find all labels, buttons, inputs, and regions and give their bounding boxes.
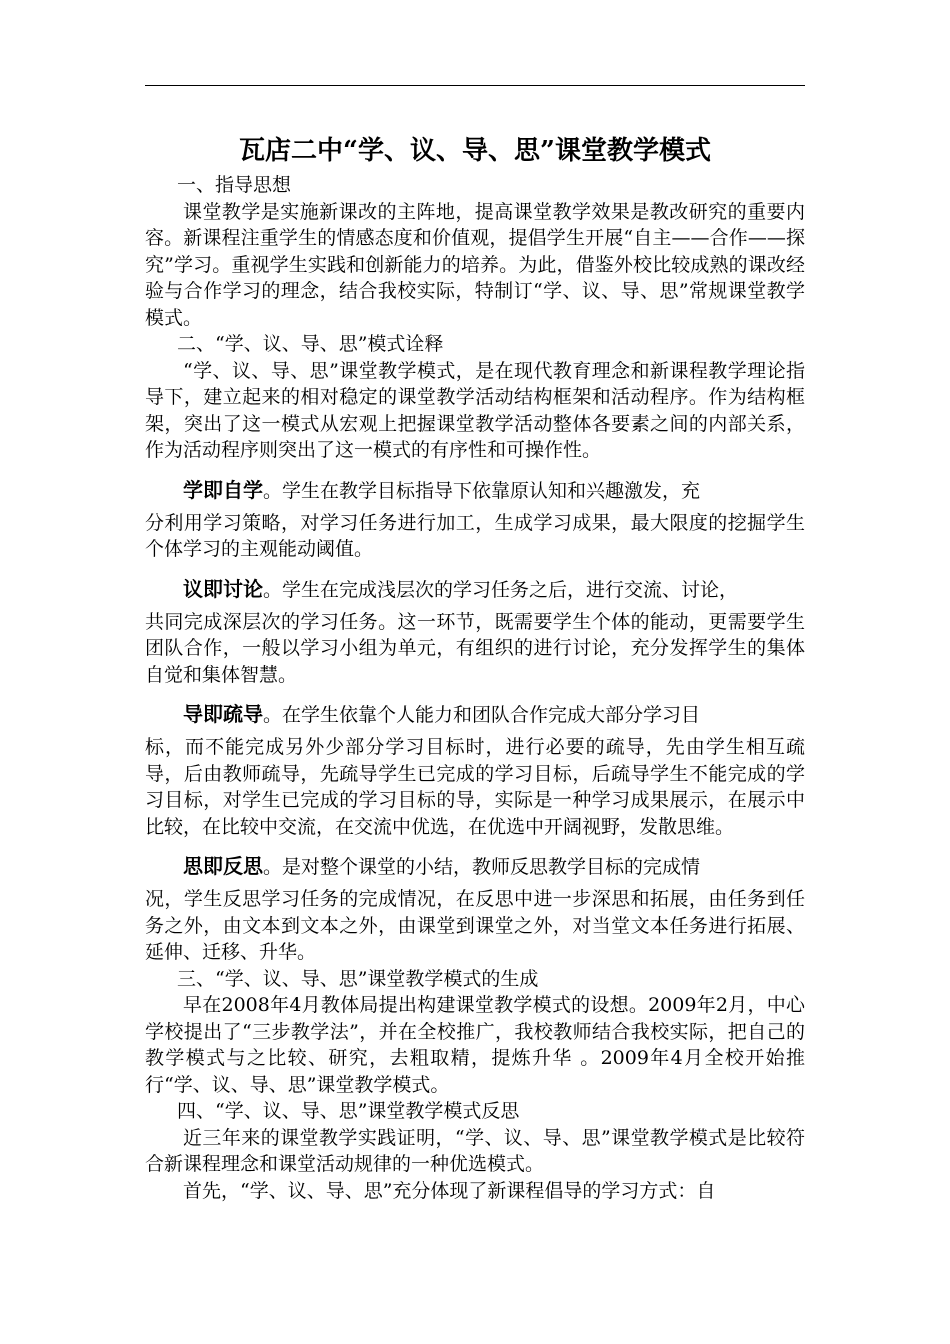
paragraph: 近三年来的课堂教学实践证明，“学、议、导、思”课堂教学模式是比较符合新课程理念和课堂活动规律的一种优选模式。 bbox=[145, 1126, 805, 1175]
si-lead-text: 。是对整个课堂的小结，教师反思教学目标的完成情 bbox=[263, 856, 701, 878]
term-si: 思即反思 bbox=[183, 854, 263, 878]
xue-lead-text: 。学生在教学目标指导下依靠原认知和兴趣激发，充 bbox=[263, 479, 701, 502]
yi-paragraph-lead bbox=[145, 571, 805, 609]
document-body bbox=[145, 130, 805, 1204]
section-heading-3: 三、“学、议、导、思”课堂教学模式的生成 bbox=[177, 967, 539, 990]
yi-paragraph-body: 共同完成深层次的学习任务。这一环节，既需要学生个体的能动，更需要学生团队合作，一般以学习小组为单元，有组织的进行讨论，充分发挥学生的集体自觉和集体智慧。 bbox=[145, 610, 805, 686]
si-paragraph-lead bbox=[145, 848, 805, 886]
yi-lead-text: 。学生在完成浅层次的学习任务之后，进行交流、讨论， bbox=[263, 578, 739, 601]
xue-paragraph-lead bbox=[145, 472, 805, 510]
document-title: 瓦店二中“学、议、导、思”课堂教学模式 bbox=[239, 136, 711, 166]
paragraph: 早在2008年4月教体局提出构建课堂教学模式的设想。2009年2月，中心学校提出了“三步教学法”，并在全校推广，我校教师结合我校实际，把自己的教学模式与之比较、研究，去粗取精，提炼升华 。2009年4月全校开始推行“学、议、导、思”课堂教学模式。 bbox=[145, 994, 805, 1096]
section-heading-2: 二、“学、议、导、思”模式诠释 bbox=[177, 333, 444, 355]
header-rule bbox=[145, 85, 805, 86]
paragraph: 首先，“学、议、导、思”充分体现了新课程倡导的学习方式：自 bbox=[183, 1179, 716, 1202]
paragraph: 课堂教学是实施新课改的主阵地，提高课堂教学效果是教改研究的重要内容。新课程注重学生的情感态度和价值观，提倡学生开展“自主——合作——探究”学习。重视学生实践和创新能力的培养。为此，借鉴外校比较成熟的课改经验与合作学习的理念，结合我校实际，特制订“学、议、导、思”常规课堂教学模式。 bbox=[145, 200, 805, 329]
section-heading-1: 一、指导思想 bbox=[177, 174, 292, 196]
paragraph: “学、议、导、思”课堂教学模式，是在现代教育理念和新课程教学理论指导下，建立起来的相对稳定的课堂教学活动结构框架和活动程序。作为结构框架，突出了这一模式从宏观上把握课堂教学活动整体各要素之间的内部关系，作为活动程序则突出了这一模式的有序性和可操作性。 bbox=[145, 359, 805, 461]
si-paragraph-body: 况，学生反思学习任务的完成情况，在反思中进一步深思和拓展，由任务到任务之外，由文本到文本之外，由课堂到课堂之外，对当堂文本任务进行拓展、延伸、迁移、升华。 bbox=[145, 888, 805, 963]
section-heading-4: 四、“学、议、导、思”课堂教学模式反思 bbox=[177, 1100, 520, 1122]
term-yi: 议即讨论 bbox=[183, 576, 263, 601]
term-xue: 学即自学 bbox=[183, 477, 263, 502]
dao-paragraph-body: 标，而不能完成另外少部分学习目标时，进行必要的疏导，先由学生相互疏导，后由教师疏导，先疏导学生已完成的学习目标，后疏导学生不能完成的学习目标，对学生已完成的学习目标的导，实际是一种学习成果展示，在展示中比较，在比较中交流，在交流中优选，在优选中开阔视野，发散思维。 bbox=[145, 736, 805, 838]
dao-paragraph-lead bbox=[145, 696, 805, 734]
dao-lead-text: 。在学生依靠个人能力和团队合作完成大部分学习目 bbox=[263, 704, 701, 726]
term-dao: 导即疏导 bbox=[183, 702, 263, 726]
xue-paragraph-body: 分利用学习策略，对学习任务进行加工，生成学习成果，最大限度的挖掘学生个体学习的主观能动阈值。 bbox=[145, 511, 805, 560]
